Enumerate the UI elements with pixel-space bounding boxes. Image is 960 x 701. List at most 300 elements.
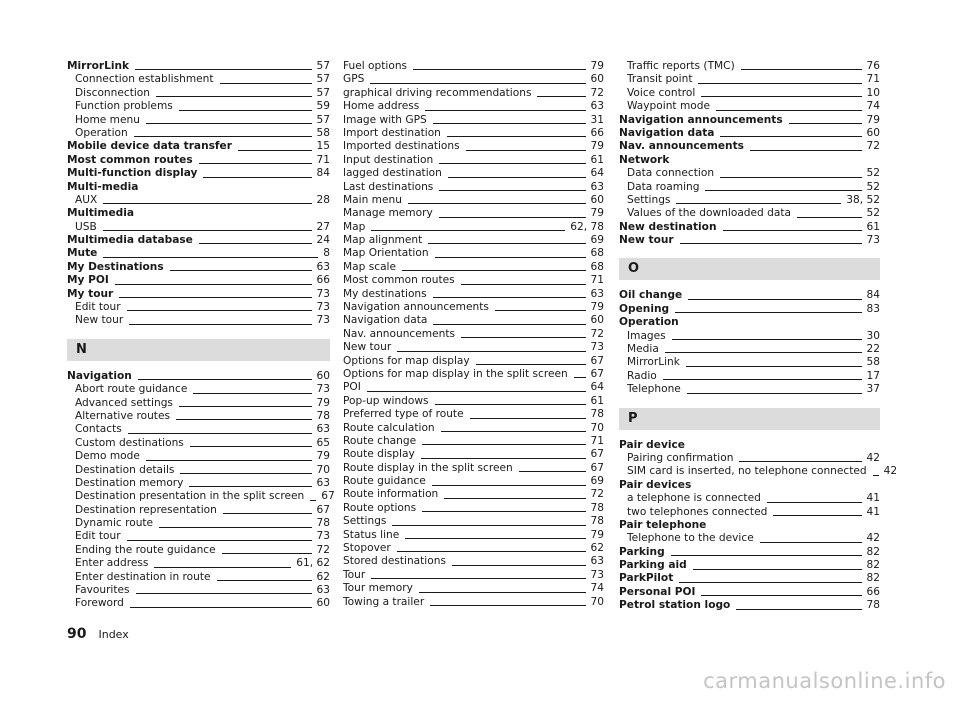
page-reference[interactable]: 62	[316, 570, 330, 583]
page-reference[interactable]: 64	[590, 167, 604, 180]
page-reference[interactable]: 24	[316, 234, 330, 247]
page-reference[interactable]: 67	[590, 461, 604, 474]
page-reference[interactable]: 42	[866, 532, 880, 545]
index-entry[interactable]	[343, 114, 604, 127]
leader-line	[687, 393, 862, 394]
page-reference[interactable]: 42	[866, 451, 880, 464]
index-entry[interactable]	[343, 381, 604, 394]
index-subentry[interactable]	[619, 207, 880, 220]
index-entry[interactable]	[67, 288, 330, 301]
entry-label: Disconnection	[75, 86, 150, 99]
index-entry[interactable]	[343, 435, 604, 448]
leader-line	[130, 607, 312, 608]
leader-line	[679, 582, 861, 583]
leader-line	[119, 297, 311, 298]
leader-line	[435, 404, 586, 405]
index-entry[interactable]	[343, 194, 604, 207]
page-reference[interactable]: 66	[316, 274, 330, 287]
index-subentry[interactable]	[67, 517, 330, 530]
index-entry[interactable]	[343, 234, 604, 247]
page-reference[interactable]: 68	[590, 260, 604, 273]
leader-line	[723, 230, 862, 231]
index-subentry[interactable]	[67, 504, 330, 517]
index-entry[interactable]	[343, 555, 604, 568]
page-reference[interactable]: 72	[316, 543, 330, 556]
leader-line	[452, 565, 586, 566]
page-reference[interactable]: 59	[316, 100, 330, 113]
index-subentry[interactable]	[67, 437, 330, 450]
index-subentry[interactable]	[67, 490, 335, 503]
index-subentry[interactable]	[67, 410, 330, 423]
page-reference[interactable]: 78	[316, 517, 330, 530]
index-entry[interactable]	[67, 247, 330, 260]
entry-label: Nav. announcements	[619, 140, 744, 153]
page-reference[interactable]: 17	[866, 369, 880, 382]
index-entry[interactable]	[343, 475, 604, 488]
page-reference[interactable]: 60	[590, 73, 604, 86]
page-reference[interactable]: 58	[866, 356, 880, 369]
index-entry[interactable]	[343, 154, 604, 167]
leader-line	[741, 69, 862, 70]
page-reference[interactable]: 37	[866, 383, 880, 396]
index-entry[interactable]	[343, 489, 604, 502]
page-reference[interactable]: 60	[316, 597, 330, 610]
page-reference[interactable]: 79	[590, 59, 604, 72]
index-subentry[interactable]	[67, 544, 330, 557]
index-subentry[interactable]	[67, 127, 330, 140]
page-reference[interactable]: 69	[590, 475, 604, 488]
index-subentry[interactable]	[619, 492, 880, 505]
leader-line	[441, 431, 586, 432]
leader-line	[146, 123, 312, 124]
section-header-o: O	[619, 258, 880, 280]
page-reference[interactable]: 71	[590, 274, 604, 287]
page-reference[interactable]: 62, 78	[570, 220, 604, 233]
index-entry[interactable]	[619, 303, 880, 316]
index-subentry[interactable]	[67, 73, 330, 86]
entry-label: lagged destination	[343, 167, 442, 180]
leader-line	[127, 540, 312, 541]
page-reference[interactable]: 71	[590, 434, 604, 447]
entry-label: Options for map display in the split screen	[343, 367, 568, 380]
page-reference[interactable]: 42	[883, 465, 898, 478]
leader-line	[146, 460, 312, 461]
entry-label: Pop-up windows	[343, 394, 429, 407]
page-reference[interactable]: 73	[316, 314, 330, 327]
index-entry[interactable]	[343, 502, 604, 515]
index-subentry[interactable]	[619, 383, 880, 396]
index-entry[interactable]	[67, 234, 330, 247]
page-reference[interactable]: 78	[590, 501, 604, 514]
page-reference[interactable]: 78	[590, 408, 604, 421]
page-reference[interactable]: 28	[316, 193, 330, 206]
page-reference[interactable]: 76	[866, 59, 880, 72]
entry-label: Towing a trailer	[343, 595, 425, 608]
index-subentry[interactable]	[67, 194, 330, 207]
page-reference[interactable]: 67	[590, 367, 604, 380]
page-reference[interactable]: 71	[316, 153, 330, 166]
page-reference[interactable]: 67	[316, 503, 330, 516]
index-column-3	[619, 59, 898, 613]
index-entry[interactable]	[343, 87, 604, 100]
index-entry[interactable]	[343, 127, 604, 140]
page-reference[interactable]: 72	[590, 327, 604, 340]
index-subentry[interactable]	[67, 301, 330, 314]
index-entry[interactable]	[343, 582, 604, 595]
entry-label: Values of the downloaded data	[627, 207, 792, 220]
leader-line	[495, 310, 586, 311]
page-reference[interactable]: 72	[590, 488, 604, 501]
entry-label: My Destinations	[67, 260, 164, 273]
index-entry[interactable]	[619, 573, 880, 586]
entry-label: Connection establishment	[75, 73, 214, 86]
leader-line	[433, 297, 586, 298]
index-entry[interactable]	[343, 341, 604, 354]
entry-label: MirrorLink	[627, 356, 680, 369]
index-subentry[interactable]	[67, 571, 330, 584]
index-entry[interactable]	[619, 586, 880, 599]
leader-line	[189, 486, 311, 487]
page-reference[interactable]: 84	[316, 167, 330, 180]
index-entry[interactable]	[343, 247, 604, 260]
entry-label: Advanced settings	[75, 396, 173, 409]
index-subentry[interactable]	[619, 465, 898, 478]
index-entry[interactable]	[67, 261, 330, 274]
index-entry[interactable]	[67, 274, 330, 287]
entry-label: USB	[75, 220, 97, 233]
leader-line	[203, 177, 311, 178]
page-reference[interactable]: 60	[590, 193, 604, 206]
page-reference[interactable]: 52	[866, 180, 880, 193]
leader-line	[176, 419, 312, 420]
index-entry[interactable]	[343, 181, 604, 194]
leader-line	[466, 150, 586, 151]
page-reference[interactable]: 73	[316, 301, 330, 314]
leader-line	[138, 379, 312, 380]
page-reference[interactable]: 70	[316, 463, 330, 476]
index-entry[interactable]	[343, 542, 604, 555]
page-reference[interactable]: 30	[866, 329, 880, 342]
index-subentry[interactable]	[67, 397, 330, 410]
index-subentry[interactable]	[67, 100, 330, 113]
index-subentry[interactable]	[67, 597, 330, 610]
index-subentry[interactable]	[67, 584, 330, 597]
page-reference[interactable]: 79	[590, 301, 604, 314]
page-reference[interactable]: 52	[866, 167, 880, 180]
index-entry[interactable]	[343, 314, 604, 327]
index-entry[interactable]	[343, 408, 604, 421]
page-reference[interactable]: 64	[590, 381, 604, 394]
leader-line	[701, 595, 861, 596]
leader-line	[461, 337, 586, 338]
page-reference[interactable]: 8	[323, 247, 330, 260]
page-reference[interactable]: 78	[866, 599, 880, 612]
page-reference[interactable]: 60	[590, 314, 604, 327]
page-reference[interactable]: 79	[590, 528, 604, 541]
index-subentry[interactable]	[619, 60, 880, 73]
entry-label: Edit tour	[75, 530, 121, 543]
entry-label: Route change	[343, 434, 417, 447]
page-reference[interactable]: 84	[866, 289, 880, 302]
entry-label: Nav. announcements	[343, 327, 455, 340]
index-entry[interactable]	[343, 596, 604, 609]
page-reference[interactable]: 63	[590, 100, 604, 113]
entry-label: MirrorLink	[67, 59, 130, 72]
page-reference[interactable]: 66	[866, 585, 880, 598]
index-entry[interactable]	[619, 127, 880, 140]
page-reference[interactable]: 74	[866, 100, 880, 113]
index-subentry[interactable]	[67, 531, 330, 544]
page-reference[interactable]: 65	[316, 436, 330, 449]
page-reference[interactable]: 15	[316, 140, 330, 153]
page-reference[interactable]: 60	[316, 369, 330, 382]
entry-label: Most common routes	[67, 153, 193, 166]
page-reference[interactable]: 22	[866, 343, 880, 356]
index-entry[interactable]	[343, 422, 604, 435]
entry-label: Oil change	[619, 289, 683, 302]
page-reference[interactable]: 38, 52	[846, 193, 880, 206]
leader-line	[310, 500, 316, 501]
index-entry[interactable]	[343, 274, 604, 287]
page-reference[interactable]: 82	[866, 545, 880, 558]
index-subentry[interactable]	[67, 114, 330, 127]
leader-line	[367, 391, 586, 392]
page-reference[interactable]: 57	[316, 59, 330, 72]
page-reference[interactable]: 79	[316, 450, 330, 463]
index-subentry[interactable]	[619, 356, 880, 369]
page-reference[interactable]: 79	[590, 207, 604, 220]
index-subentry[interactable]	[67, 464, 330, 477]
index-entry[interactable]	[67, 370, 330, 383]
entry-label: Navigation	[67, 369, 132, 382]
page-reference[interactable]: 73	[590, 568, 604, 581]
index-subentry[interactable]	[67, 87, 330, 100]
entry-label: Last destinations	[343, 180, 434, 193]
page-reference[interactable]: 63	[590, 555, 604, 568]
index-entry[interactable]	[343, 529, 604, 542]
page-reference[interactable]: 63	[590, 287, 604, 300]
entry-label: My destinations	[343, 287, 427, 300]
leader-line	[402, 270, 585, 271]
page-reference[interactable]: 73	[316, 530, 330, 543]
page-reference[interactable]: 74	[590, 582, 604, 595]
index-subentry[interactable]	[67, 477, 330, 490]
page-reference[interactable]: 83	[866, 302, 880, 315]
page-reference[interactable]: 73	[316, 287, 330, 300]
index-entry[interactable]	[343, 221, 604, 234]
index-subentry[interactable]	[619, 167, 880, 180]
index-entry[interactable]	[343, 60, 604, 73]
page-reference[interactable]: 27	[316, 220, 330, 233]
entry-label: Preferred type of route	[343, 408, 464, 421]
index-entry[interactable]	[619, 546, 880, 559]
page-reference[interactable]: 63	[590, 180, 604, 193]
page-reference[interactable]: 52	[866, 207, 880, 220]
entry-label: Destination memory	[75, 476, 184, 489]
index-entry[interactable]	[343, 515, 604, 528]
index-subentry[interactable]	[67, 557, 330, 570]
page-reference[interactable]: 79	[590, 140, 604, 153]
leader-line	[129, 324, 311, 325]
page-reference[interactable]: 61	[590, 153, 604, 166]
page-reference[interactable]: 70	[590, 595, 604, 608]
index-subentry[interactable]	[619, 100, 880, 113]
page-reference[interactable]: 79	[866, 113, 880, 126]
index-entry[interactable]	[343, 207, 604, 220]
index-entry[interactable]	[619, 599, 880, 612]
index-subentry[interactable]	[619, 330, 880, 343]
index-entry[interactable]	[619, 221, 880, 234]
entry-label: POI	[343, 381, 361, 394]
entry-label: Operation	[75, 126, 128, 139]
leader-line	[797, 217, 862, 218]
page-reference[interactable]: 72	[866, 140, 880, 153]
index-entry[interactable]	[343, 569, 604, 582]
index-subentry[interactable]	[67, 450, 330, 463]
leader-line	[238, 150, 312, 151]
page-reference[interactable]: 73	[590, 341, 604, 354]
entry-label: New tour	[75, 314, 124, 327]
leader-line	[435, 257, 586, 258]
leader-line	[135, 69, 311, 70]
entry-label: Petrol station logo	[619, 599, 731, 612]
page-reference[interactable]: 63	[316, 584, 330, 597]
page-reference[interactable]: 69	[590, 234, 604, 247]
entry-label: Map Orientation	[343, 247, 429, 260]
page-reference[interactable]: 63	[316, 423, 330, 436]
leader-line	[103, 257, 318, 258]
page-reference[interactable]: 72	[590, 86, 604, 99]
leader-line	[397, 551, 586, 552]
index-entry[interactable]	[619, 289, 880, 302]
page-reference[interactable]: 57	[316, 86, 330, 99]
index-entry[interactable]	[343, 328, 604, 341]
page-reference[interactable]: 63	[316, 476, 330, 489]
index-entry[interactable]	[343, 301, 604, 314]
section-header-n: N	[67, 339, 330, 361]
index-subentry[interactable]	[67, 314, 330, 327]
page-reference[interactable]: 67	[321, 490, 335, 503]
index-entry[interactable]	[343, 395, 604, 408]
index-entry[interactable]	[67, 154, 330, 167]
leader-line	[476, 364, 586, 365]
index-subentry[interactable]	[619, 532, 880, 545]
page-reference[interactable]: 60	[866, 126, 880, 139]
leader-line	[422, 511, 585, 512]
leader-line	[430, 605, 585, 606]
entry-label: Options for map display	[343, 354, 470, 367]
page-reference[interactable]: 82	[866, 572, 880, 585]
page-reference[interactable]: 82	[866, 559, 880, 572]
page-reference[interactable]: 10	[866, 86, 880, 99]
page-reference[interactable]: 70	[590, 421, 604, 434]
entry-label: New tour	[343, 341, 392, 354]
page-reference[interactable]: 78	[590, 515, 604, 528]
index-subentry[interactable]	[619, 194, 880, 207]
page-reference[interactable]: 73	[316, 383, 330, 396]
page-reference[interactable]: 67	[590, 448, 604, 461]
page-reference[interactable]: 79	[316, 396, 330, 409]
index-subentry[interactable]	[619, 452, 880, 465]
index-entry[interactable]	[619, 140, 880, 153]
index-entry[interactable]	[343, 462, 604, 475]
index-entry[interactable]	[619, 114, 880, 127]
index-entry[interactable]	[343, 368, 604, 381]
index-entry[interactable]	[67, 60, 330, 73]
index-entry[interactable]	[67, 140, 330, 153]
index-subentry[interactable]	[67, 383, 330, 396]
index-entry[interactable]	[343, 261, 604, 274]
leader-line	[179, 406, 312, 407]
index-entry[interactable]	[619, 234, 880, 247]
page-reference[interactable]: 67	[590, 354, 604, 367]
entry-label: Ending the route guidance	[75, 543, 216, 556]
entry-label: Telephone to the device	[627, 532, 754, 545]
index-subentry[interactable]	[67, 423, 330, 436]
page-number: 90	[67, 626, 87, 642]
leader-line	[873, 475, 879, 476]
index-entry[interactable]	[343, 288, 604, 301]
index-entry[interactable]	[343, 167, 604, 180]
page-reference[interactable]: 62	[590, 542, 604, 555]
entry-label: Map	[343, 220, 366, 233]
page-reference[interactable]: 66	[590, 126, 604, 139]
entry-label: Most common routes	[343, 274, 455, 287]
page-reference[interactable]: 31	[590, 113, 604, 126]
index-subentry[interactable]	[619, 73, 880, 86]
entry-label: Enter destination in route	[75, 570, 211, 583]
leader-line	[680, 243, 862, 244]
index-subentry[interactable]	[619, 370, 880, 383]
index-subentry[interactable]	[619, 181, 880, 194]
entry-label: Route information	[343, 488, 439, 501]
index-subentry[interactable]	[619, 506, 880, 519]
leader-line	[671, 555, 862, 556]
index-entry[interactable]	[343, 140, 604, 153]
leader-line	[128, 433, 312, 434]
page-reference[interactable]: 68	[590, 247, 604, 260]
index-heading: Pair telephone	[619, 518, 707, 531]
page-reference[interactable]: 61	[866, 220, 880, 233]
leader-line	[720, 136, 861, 137]
index-entry[interactable]	[343, 355, 604, 368]
page-reference[interactable]: 63	[316, 260, 330, 273]
index-entry[interactable]	[343, 448, 604, 461]
page-reference[interactable]: 78	[316, 409, 330, 422]
index-entry[interactable]	[619, 559, 880, 572]
page-reference[interactable]: 61	[590, 394, 604, 407]
index-subentry[interactable]	[67, 221, 330, 234]
index-subentry[interactable]	[619, 343, 880, 356]
page-reference[interactable]: 73	[866, 234, 880, 247]
index-subentry[interactable]	[619, 87, 880, 100]
page-reference[interactable]: 71	[866, 73, 880, 86]
leader-line	[103, 203, 311, 204]
page-reference[interactable]: 57	[316, 73, 330, 86]
index-entry[interactable]	[67, 167, 330, 180]
page-reference[interactable]: 41	[866, 492, 880, 505]
page-reference[interactable]: 41	[866, 505, 880, 518]
leader-line	[405, 538, 585, 539]
entry-label: Home menu	[75, 113, 140, 126]
watermark: carmanualsonline.info	[703, 669, 946, 693]
page-reference[interactable]: 61, 62	[296, 557, 330, 570]
index-entry[interactable]	[343, 73, 604, 86]
entry-label: Map alignment	[343, 234, 423, 247]
index-entry[interactable]	[343, 100, 604, 113]
page-reference[interactable]: 57	[316, 113, 330, 126]
page-reference[interactable]: 58	[316, 126, 330, 139]
